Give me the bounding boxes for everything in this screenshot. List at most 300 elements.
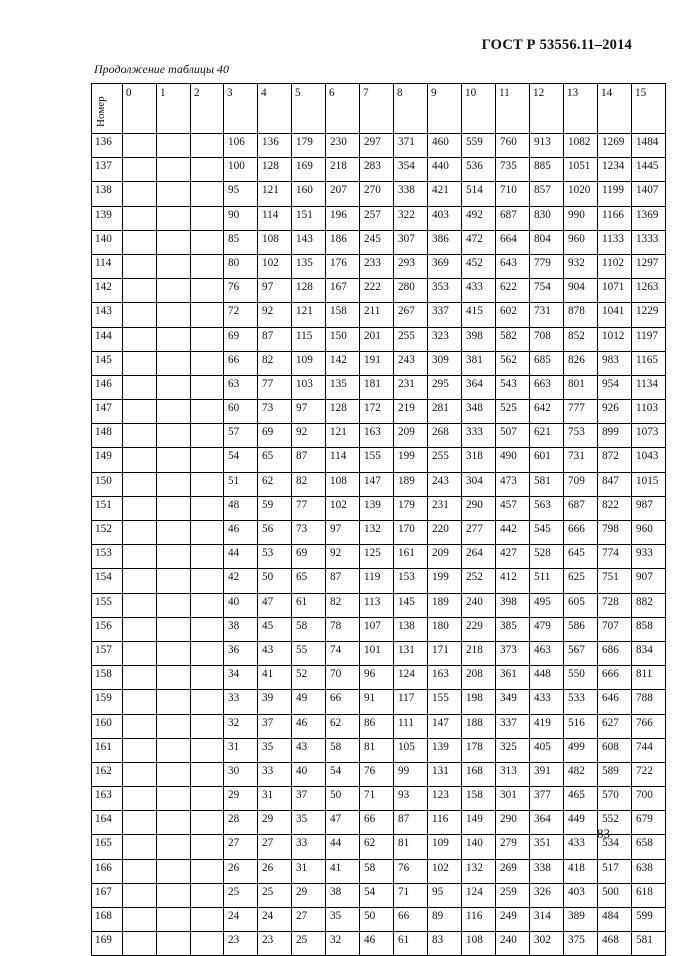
table-cell: 81: [394, 835, 428, 859]
table-cell: 124: [462, 883, 496, 907]
table-cell: 774: [598, 545, 632, 569]
table-cell: 35: [292, 811, 326, 835]
table-cell: 149: [462, 811, 496, 835]
table-cell: 735: [496, 158, 530, 182]
table-cell: 61: [292, 593, 326, 617]
table-cell: 27: [258, 835, 292, 859]
table-cell: 295: [428, 375, 462, 399]
table-cell: [191, 230, 224, 254]
table-cell: [157, 424, 191, 448]
table-cell: 66: [360, 811, 394, 835]
table-cell: 326: [530, 883, 564, 907]
table-cell: 158: [326, 303, 360, 327]
table-cell: 421: [428, 182, 462, 206]
table-cell: 66: [224, 351, 258, 375]
table-row: [92, 908, 666, 932]
table-cell: 171: [428, 641, 462, 665]
row-number-cell: 156: [92, 617, 123, 641]
table-cell: 257: [360, 206, 394, 230]
table-cell: 191: [360, 351, 394, 375]
table-cell: [123, 206, 157, 230]
table-cell: 167: [326, 279, 360, 303]
table-cell: [191, 641, 224, 665]
table-cell: 351: [530, 835, 564, 859]
table-cell: [191, 738, 224, 762]
table-cell: 54: [224, 448, 258, 472]
table-cell: 658: [632, 835, 666, 859]
table-cell: [191, 593, 224, 617]
table-cell: 160: [292, 182, 326, 206]
table-row: [92, 158, 666, 182]
table-cell: 218: [462, 641, 496, 665]
table-cell: 389: [564, 908, 598, 932]
table-cell: 602: [496, 303, 530, 327]
table-cell: 74: [326, 641, 360, 665]
table-cell: [123, 448, 157, 472]
table-cell: 26: [258, 859, 292, 883]
table-cell: 492: [462, 206, 496, 230]
table-cell: [123, 279, 157, 303]
table-cell: 364: [530, 811, 564, 835]
row-number-cell: 147: [92, 400, 123, 424]
table-cell: 1199: [598, 182, 632, 206]
table-cell: 89: [428, 908, 462, 932]
table-cell: [157, 714, 191, 738]
table-cell: 90: [224, 206, 258, 230]
table-cell: [157, 666, 191, 690]
table-cell: [191, 279, 224, 303]
table-cell: 533: [564, 690, 598, 714]
table-cell: 913: [530, 134, 564, 158]
table-cell: 255: [428, 448, 462, 472]
table-cell: 1407: [632, 182, 666, 206]
table-cell: [123, 521, 157, 545]
table-cell: 54: [326, 762, 360, 786]
table-cell: 643: [496, 254, 530, 278]
table-cell: 687: [564, 496, 598, 520]
table-cell: 1297: [632, 254, 666, 278]
table-cell: [157, 448, 191, 472]
table-cell: [157, 521, 191, 545]
table-cell: 314: [530, 908, 564, 932]
table-cell: 403: [564, 883, 598, 907]
table-cell: 29: [258, 811, 292, 835]
table-cell: 69: [224, 327, 258, 351]
table-cell: [123, 472, 157, 496]
table-cell: 44: [224, 545, 258, 569]
table-cell: 1082: [564, 134, 598, 158]
table-cell: [191, 908, 224, 932]
table-row: [92, 206, 666, 230]
table-cell: [191, 762, 224, 786]
table-row: [92, 835, 666, 859]
table-cell: 69: [292, 545, 326, 569]
table-cell: 582: [496, 327, 530, 351]
table-cell: 528: [530, 545, 564, 569]
row-number-cell: 144: [92, 327, 123, 351]
table-cell: 138: [394, 617, 428, 641]
table-cell: 348: [462, 400, 496, 424]
table-row: [92, 666, 666, 690]
table-cell: 779: [530, 254, 564, 278]
table-cell: [191, 666, 224, 690]
table-cell: 882: [632, 593, 666, 617]
table-cell: 830: [530, 206, 564, 230]
table-cell: [157, 472, 191, 496]
table-cell: 412: [496, 569, 530, 593]
table-cell: 415: [462, 303, 496, 327]
table-cell: [191, 835, 224, 859]
table-cell: 398: [462, 327, 496, 351]
table-row: [92, 496, 666, 520]
table-cell: 766: [632, 714, 666, 738]
table-cell: 255: [394, 327, 428, 351]
table-cell: [123, 158, 157, 182]
table-cell: 65: [292, 569, 326, 593]
table-cell: 907: [632, 569, 666, 593]
table-cell: [123, 762, 157, 786]
table-cell: 1197: [632, 327, 666, 351]
table-cell: 46: [360, 932, 394, 956]
table-cell: 150: [326, 327, 360, 351]
table-cell: [191, 134, 224, 158]
table-cell: 751: [598, 569, 632, 593]
table-cell: 811: [632, 666, 666, 690]
table-cell: 710: [496, 182, 530, 206]
table-cell: 516: [564, 714, 598, 738]
table-cell: 33: [258, 762, 292, 786]
table-cell: 24: [258, 908, 292, 932]
table-cell: 179: [394, 496, 428, 520]
table-cell: 1229: [632, 303, 666, 327]
table-cell: 386: [428, 230, 462, 254]
table-cell: 545: [530, 521, 564, 545]
table-cell: 38: [326, 883, 360, 907]
table-cell: 666: [598, 666, 632, 690]
table-cell: 1020: [564, 182, 598, 206]
table-cell: 325: [496, 738, 530, 762]
table-cell: 534: [598, 835, 632, 859]
row-number-cell: 158: [92, 666, 123, 690]
document-standard-header: ГОСТ Р 53556.11–2014: [481, 37, 632, 53]
table-cell: 108: [326, 472, 360, 496]
table-cell: 222: [360, 279, 394, 303]
table-cell: 121: [258, 182, 292, 206]
table-cell: 32: [326, 932, 360, 956]
table-cell: 954: [598, 375, 632, 399]
table-cell: 155: [360, 448, 394, 472]
table-row: [92, 400, 666, 424]
table-cell: 618: [632, 883, 666, 907]
row-number-cell: 165: [92, 835, 123, 859]
table-cell: 50: [258, 569, 292, 593]
table-cell: 132: [360, 521, 394, 545]
table-cell: 55: [292, 641, 326, 665]
table-cell: 31: [224, 738, 258, 762]
table-cell: 381: [462, 351, 496, 375]
table-cell: 128: [258, 158, 292, 182]
table-cell: 377: [530, 787, 564, 811]
table-cell: 599: [632, 908, 666, 932]
table-row: [92, 569, 666, 593]
table-cell: 116: [462, 908, 496, 932]
table-cell: 208: [462, 666, 496, 690]
table-cell: 857: [530, 182, 564, 206]
table-cell: 41: [258, 666, 292, 690]
table-cell: 484: [598, 908, 632, 932]
table-cell: 500: [598, 883, 632, 907]
table-cell: 834: [632, 641, 666, 665]
table-cell: 369: [428, 254, 462, 278]
table-cell: 82: [292, 472, 326, 496]
table-cell: 744: [632, 738, 666, 762]
table-cell: 293: [394, 254, 428, 278]
table-row: [92, 883, 666, 907]
row-number-cell: 140: [92, 230, 123, 254]
row-number-cell: 159: [92, 690, 123, 714]
table-cell: 1015: [632, 472, 666, 496]
table-cell: [191, 787, 224, 811]
table-cell: 113: [360, 593, 394, 617]
table-cell: 754: [530, 279, 564, 303]
table-cell: 511: [530, 569, 564, 593]
table-cell: 1133: [598, 230, 632, 254]
table-cell: 1234: [598, 158, 632, 182]
table-row: [92, 375, 666, 399]
table-cell: 777: [564, 400, 598, 424]
table-cell: 361: [496, 666, 530, 690]
table-cell: 707: [598, 617, 632, 641]
table-cell: 708: [530, 327, 564, 351]
table-cell: 116: [428, 811, 462, 835]
table-cell: 40: [224, 593, 258, 617]
column-header-0: 0: [123, 84, 157, 134]
table-cell: 106: [224, 134, 258, 158]
table-cell: 23: [224, 932, 258, 956]
table-cell: [191, 448, 224, 472]
table-cell: [191, 690, 224, 714]
table-cell: 405: [530, 738, 564, 762]
table-cell: 132: [462, 859, 496, 883]
column-header-15: 15: [632, 84, 666, 134]
table-cell: 760: [496, 134, 530, 158]
table-cell: 96: [360, 666, 394, 690]
table-cell: 62: [258, 472, 292, 496]
row-number-cell: 152: [92, 521, 123, 545]
table-cell: 102: [428, 859, 462, 883]
table-cell: 449: [564, 811, 598, 835]
table-cell: 56: [258, 521, 292, 545]
table-cell: [191, 303, 224, 327]
table-cell: 50: [326, 787, 360, 811]
table-cell: 114: [326, 448, 360, 472]
table-cell: 581: [632, 932, 666, 956]
table-cell: [157, 182, 191, 206]
table-cell: [191, 206, 224, 230]
table-row: [92, 617, 666, 641]
table-cell: 189: [428, 593, 462, 617]
table-cell: 58: [326, 738, 360, 762]
table-cell: 349: [496, 690, 530, 714]
row-number-cell: 142: [92, 279, 123, 303]
column-header-9: 9: [428, 84, 462, 134]
table-cell: [191, 182, 224, 206]
table-cell: 91: [360, 690, 394, 714]
table-cell: 826: [564, 351, 598, 375]
table-cell: 24: [224, 908, 258, 932]
row-number-cell: 114: [92, 254, 123, 278]
table-cell: 121: [292, 303, 326, 327]
table-cell: 301: [496, 787, 530, 811]
table-cell: 115: [292, 327, 326, 351]
table-cell: 57: [224, 424, 258, 448]
table-cell: 490: [496, 448, 530, 472]
table-cell: [123, 666, 157, 690]
table-cell: 1333: [632, 230, 666, 254]
table-cell: 54: [360, 883, 394, 907]
table-cell: 32: [224, 714, 258, 738]
table-cell: 283: [360, 158, 394, 182]
table-cell: 638: [632, 859, 666, 883]
table-cell: 38: [224, 617, 258, 641]
table-cell: 136: [258, 134, 292, 158]
table-row: [92, 230, 666, 254]
table-cell: [157, 496, 191, 520]
table-cell: 563: [530, 496, 564, 520]
table-cell: 102: [326, 496, 360, 520]
table-cell: 1166: [598, 206, 632, 230]
table-cell: 243: [428, 472, 462, 496]
table-cell: [123, 617, 157, 641]
table-cell: 37: [292, 787, 326, 811]
table-cell: 37: [258, 714, 292, 738]
table-cell: 313: [496, 762, 530, 786]
table-row: [92, 448, 666, 472]
table-cell: 163: [428, 666, 462, 690]
table-cell: 601: [530, 448, 564, 472]
table-cell: 172: [360, 400, 394, 424]
table-cell: 209: [394, 424, 428, 448]
table-cell: 440: [428, 158, 462, 182]
table-cell: 135: [292, 254, 326, 278]
table-cell: 322: [394, 206, 428, 230]
row-number-cell: 148: [92, 424, 123, 448]
table-cell: [191, 496, 224, 520]
row-number-cell: 162: [92, 762, 123, 786]
row-number-cell: 167: [92, 883, 123, 907]
table-cell: [191, 883, 224, 907]
table-cell: 1269: [598, 134, 632, 158]
table-cell: 111: [394, 714, 428, 738]
table-cell: [123, 230, 157, 254]
table-cell: 1043: [632, 448, 666, 472]
table-cell: 97: [258, 279, 292, 303]
table-cell: 63: [224, 375, 258, 399]
table-cell: 28: [224, 811, 258, 835]
table-cell: 514: [462, 182, 496, 206]
table-cell: [191, 472, 224, 496]
table-cell: 101: [360, 641, 394, 665]
table-cell: 457: [496, 496, 530, 520]
table-cell: [191, 351, 224, 375]
table-cell: [157, 932, 191, 956]
table-cell: 231: [428, 496, 462, 520]
table-cell: [123, 327, 157, 351]
table-cell: [191, 424, 224, 448]
table-cell: 128: [292, 279, 326, 303]
table-cell: 433: [462, 279, 496, 303]
table-cell: 448: [530, 666, 564, 690]
table-cell: 52: [292, 666, 326, 690]
table-cell: 180: [428, 617, 462, 641]
table-cell: 517: [598, 859, 632, 883]
table-cell: 1102: [598, 254, 632, 278]
table-cell: 30: [224, 762, 258, 786]
table-cell: 76: [394, 859, 428, 883]
table-cell: 108: [258, 230, 292, 254]
table-cell: 403: [428, 206, 462, 230]
table-cell: 93: [394, 787, 428, 811]
table-cell: 62: [360, 835, 394, 859]
table-cell: 562: [496, 351, 530, 375]
table-cell: [191, 158, 224, 182]
row-number-cell: 137: [92, 158, 123, 182]
table-cell: 419: [530, 714, 564, 738]
table-cell: 608: [598, 738, 632, 762]
table-cell: 139: [428, 738, 462, 762]
row-number-cell: 150: [92, 472, 123, 496]
table-cell: [123, 375, 157, 399]
table-cell: 81: [360, 738, 394, 762]
table-cell: [123, 883, 157, 907]
table-cell: 605: [564, 593, 598, 617]
table-cell: 72: [224, 303, 258, 327]
table-cell: 264: [462, 545, 496, 569]
column-header-10: 10: [462, 84, 496, 134]
table-cell: [191, 569, 224, 593]
row-number-cell: 138: [92, 182, 123, 206]
table-cell: [157, 787, 191, 811]
table-cell: 926: [598, 400, 632, 424]
table-cell: [191, 617, 224, 641]
table-cell: 43: [258, 641, 292, 665]
table-cell: 685: [530, 351, 564, 375]
table-cell: 220: [428, 521, 462, 545]
table-cell: 181: [360, 375, 394, 399]
table-row: [92, 327, 666, 351]
column-header-12: 12: [530, 84, 564, 134]
table-cell: 40: [292, 762, 326, 786]
table-row: [92, 303, 666, 327]
table-cell: 1012: [598, 327, 632, 351]
table-cell: 463: [530, 641, 564, 665]
table-caption: Продолжение таблицы 40: [94, 62, 230, 76]
table-cell: [191, 254, 224, 278]
table-cell: 333: [462, 424, 496, 448]
table-cell: 83: [428, 932, 462, 956]
table-cell: 179: [292, 134, 326, 158]
table-cell: 219: [394, 400, 428, 424]
table-cell: 46: [224, 521, 258, 545]
table-cell: 465: [564, 787, 598, 811]
table-cell: 337: [428, 303, 462, 327]
table-cell: 35: [326, 908, 360, 932]
table-cell: 121: [326, 424, 360, 448]
table-cell: 92: [258, 303, 292, 327]
table-cell: 822: [598, 496, 632, 520]
table-cell: 86: [360, 714, 394, 738]
table-cell: 42: [224, 569, 258, 593]
